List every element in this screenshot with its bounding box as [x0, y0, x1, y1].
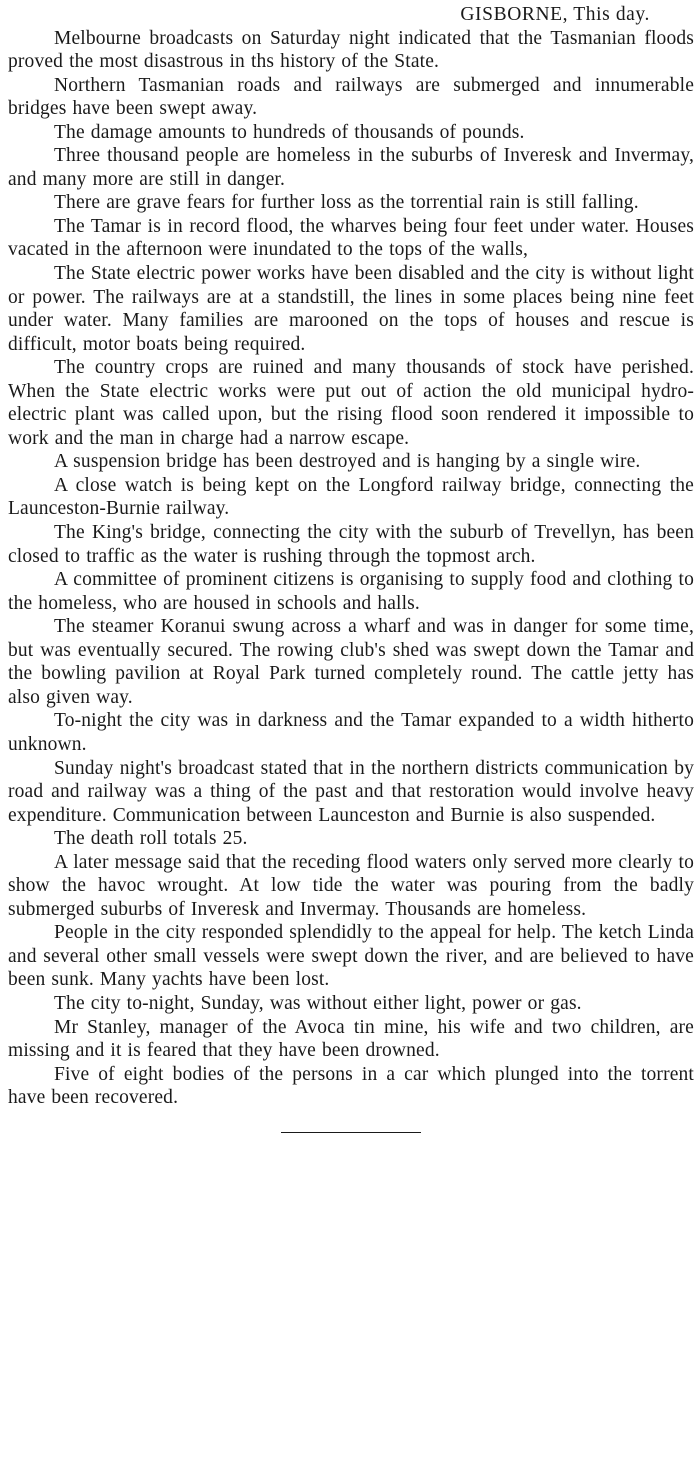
- article-paragraph: The city to-night, Sunday, was without either light, power or gas.: [54, 992, 582, 1014]
- article-paragraph: A suspension bridge has been destroyed and is hanging by a single wire.: [54, 451, 641, 473]
- article-paragraph: The country crops are ruined and many thousands of stock have perished. When the State electric works were put out of action the old municipal hydro-electric plant was called upon, but the rising flood soon rendered it impossible to work and the man in charge had a narrow escape.: [8, 357, 694, 449]
- article-paragraph: Mr Stanley, manager of the Avoca tin mine, his wife and two children, are missing and it is feared that they have been drowned.: [8, 1016, 694, 1062]
- article-paragraph: Sunday night's broadcast stated that in the northern districts communication by road and railway was a thing of the past and that restoration would involve heavy expenditure. Communication between Launceston and Burnie is also suspended.: [8, 757, 694, 826]
- article-paragraph: Five of eight bodies of the persons in a car which plunged into the torrent have been recovered.: [8, 1063, 694, 1109]
- article-paragraph: Melbourne broadcasts on Saturday night indicated that the Tasmanian floods proved the most disastrous in ths history of the State.: [8, 27, 694, 73]
- article-paragraph: The death roll totals 25.: [54, 828, 248, 850]
- article-paragraph: Northern Tasmanian roads and railways are submerged and innumerable bridges have been swept away.: [8, 74, 694, 120]
- article-paragraph: The State electric power works have been disabled and the city is without light or power. The railways are at a standstill, the lines in some places being nine feet under water. Many families are marooned on the tops of houses and rescue is difficult, motor boats being required.: [8, 263, 694, 355]
- article-paragraph: Three thousand people are homeless in the suburbs of Inveresk and Invermay, and many more are still in danger.: [8, 145, 694, 190]
- article-paragraph: The damage amounts to hundreds of thousands of pounds.: [54, 121, 525, 143]
- article-paragraph: A committee of prominent citizens is organising to supply food and clothing to the homeless, who are housed in schools and halls.: [8, 569, 694, 614]
- dateline-text: GISBORNE, This day.: [460, 4, 650, 25]
- article-paragraph: To-night the city was in darkness and the Tamar expanded to a width hitherto unknown.: [8, 710, 694, 755]
- article-paragraph: The Tamar is in record flood, the wharves being four feet under water. Houses vacated in the afternoon were inundated to the tops of the walls,: [8, 215, 694, 261]
- article-paragraph: A later message said that the receding flood waters only served more clearly to show the havoc wrought. At low tide the water was pouring from the badly submerged suburbs of Inveresk and Invermay. Thousands are homeless.: [8, 851, 694, 920]
- end-rule: [281, 1132, 421, 1133]
- article-paragraph: There are grave fears for further loss as the torrential rain is still falling.: [54, 192, 639, 214]
- article-paragraph: People in the city responded splendidly to the appeal for help. The ketch Linda and several other small vessels were swept down the river, and are believed to have been sunk. Many yachts have been lost.: [8, 922, 694, 991]
- article-paragraph: The King's bridge, connecting the city with the suburb of Trevellyn, has been closed to traffic as the water is rushing through the topmost arch.: [8, 522, 694, 567]
- dateline: [8, 3, 694, 27]
- article-paragraph: A close watch is being kept on the Longford railway bridge, connecting the Launceston-Burnie railway.: [8, 474, 694, 520]
- article-paragraph: The steamer Koranui swung across a wharf and was in danger for some time, but was eventually secured. The rowing club's shed was swept down the Tamar and the bowling pavilion at Royal Park turned completely round. The cattle jetty has also given way.: [8, 616, 694, 708]
